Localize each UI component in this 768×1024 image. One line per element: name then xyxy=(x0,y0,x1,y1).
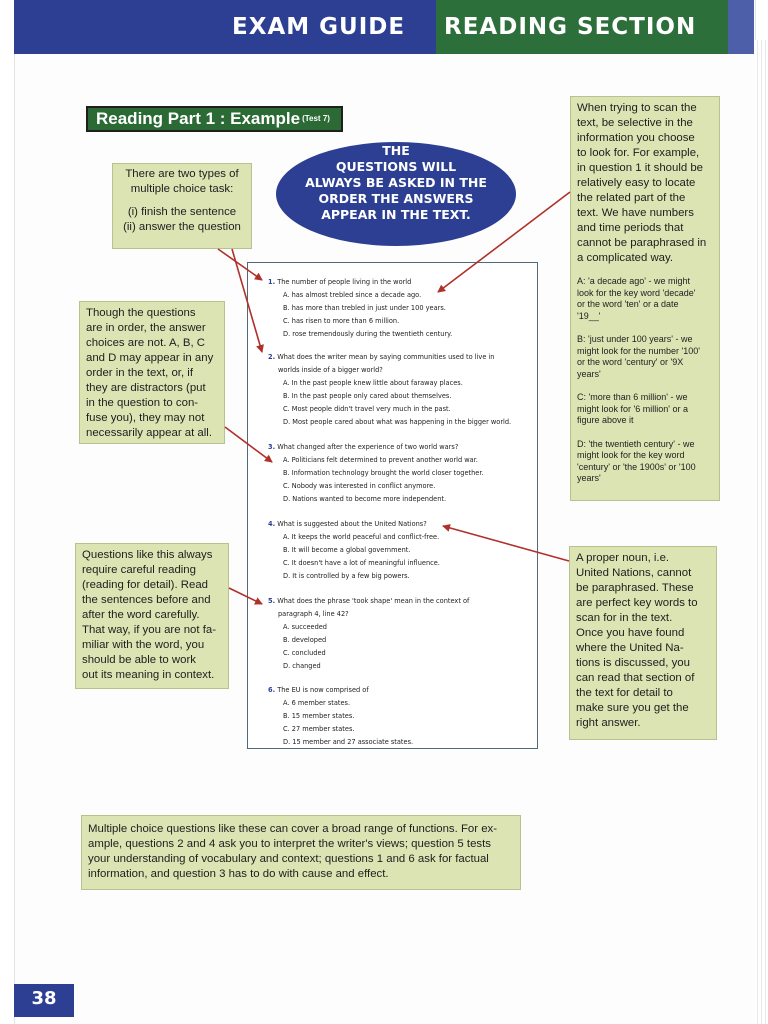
note-line: or the word 'ten' or a date xyxy=(577,299,679,309)
section-title-test: (Test 7) xyxy=(302,114,330,123)
question-stem: paragraph 4, line 42? xyxy=(278,610,349,618)
section-title-label: Reading Part 1 : Example xyxy=(96,109,301,128)
question-stem: What changed after the experience of two world wars? xyxy=(277,443,459,451)
arrow-noun-to-q4 xyxy=(443,526,569,561)
note-line: right answer. xyxy=(576,717,641,729)
arrow-types-to-q2 xyxy=(232,249,262,352)
answer-option: D. Most people cared about what was happening in the bigger world. xyxy=(283,418,512,426)
question-number: 1. xyxy=(268,278,276,286)
oval-line: ALWAYS BE ASKED IN THE xyxy=(305,175,487,190)
note-line: figure above it xyxy=(577,415,634,425)
header-exam-guide: EXAM GUIDE xyxy=(232,14,406,40)
note-line: 'century' or 'the 1900s' or '100 xyxy=(577,461,696,472)
arrow-order-to-q3 xyxy=(225,427,272,462)
note-line: they are distractors (put xyxy=(86,382,206,394)
arrow-careful-to-q5 xyxy=(229,588,262,604)
question-number: 4. xyxy=(268,520,276,528)
note-line: Though the questions xyxy=(86,307,196,319)
note-line: in question 1 it should be xyxy=(577,162,704,174)
answer-option: C. has risen to more than 6 million. xyxy=(283,317,400,325)
note-line: choices are not. A, B, C xyxy=(86,337,206,349)
answer-option: A. It keeps the world peaceful and conflict-free. xyxy=(283,533,440,541)
note-line: A: 'a decade ago' - we might xyxy=(577,276,691,286)
note-line: C: 'more than 6 million' - we xyxy=(577,392,688,402)
question-stem: What does the writer mean by saying communities used to live in xyxy=(277,353,495,361)
answer-option: C. It doesn't have a lot of meaningful influence. xyxy=(283,559,440,567)
answer-option: C. Nobody was interested in conflict anymore. xyxy=(283,482,436,490)
question-number: 2. xyxy=(268,353,276,361)
question-stem: What is suggested about the United Nations? xyxy=(277,520,427,528)
answer-option: C. concluded xyxy=(283,649,326,657)
note-line: tions is discussed, you xyxy=(576,657,690,669)
note-line: be paraphrased. These xyxy=(576,582,694,594)
note-line: '19__' xyxy=(577,310,601,321)
oval-line: ORDER THE ANSWERS xyxy=(318,191,474,206)
question-stem: worlds inside of a bigger world? xyxy=(278,366,383,374)
note-line: order in the text, or, if xyxy=(86,367,193,379)
answer-option: A. Politicians felt determined to prevent another world war. xyxy=(283,456,478,464)
note-line: relatively easy to locate xyxy=(577,177,696,189)
note-line: years' xyxy=(577,368,601,379)
answer-option: D. 15 member and 27 associate states. xyxy=(283,738,414,746)
note-line: United Nations, cannot xyxy=(576,567,692,579)
page-number: 38 xyxy=(14,984,74,1014)
question-number: 3. xyxy=(268,443,276,451)
answer-option: B. developed xyxy=(283,636,327,644)
note-line: information you choose xyxy=(577,132,695,144)
answer-option: B. Information technology brought the world closer together. xyxy=(283,469,484,477)
note-line: in the question to con- xyxy=(86,397,199,409)
answer-option: C. Most people didn't travel very much in the past. xyxy=(283,405,451,413)
answer-option: A. succeeded xyxy=(283,623,327,631)
note-line: information, and question 3 has to do with cause and effect. xyxy=(88,868,389,880)
note-line: make sure you get the xyxy=(576,702,689,714)
note-line: B: 'just under 100 years' - we xyxy=(577,334,693,344)
note-line: should be able to work xyxy=(82,654,196,666)
note-line: D: 'the twentieth century' - we xyxy=(577,438,695,449)
note-line: (reading for detail). Read xyxy=(82,579,208,591)
note-line: miliar with the word, you xyxy=(82,639,205,651)
answer-option: A. In the past people knew little about faraway places. xyxy=(283,379,463,387)
note-line: years' xyxy=(577,473,601,483)
note-line: Once you have found xyxy=(576,627,685,639)
answer-option: B. In the past people only cared about themselves. xyxy=(283,392,452,400)
note-line: the sentences before and xyxy=(82,594,211,606)
answer-option: B. has more than trebled in just under 100 years. xyxy=(283,304,446,312)
note-line: are perfect key words to xyxy=(576,597,698,609)
note-line: or the word 'century' or '9X xyxy=(577,357,684,367)
oval-line: QUESTIONS WILL xyxy=(335,159,457,174)
answer-option: D. changed xyxy=(283,662,321,670)
note-line: fuse you), they may not xyxy=(86,412,205,424)
note-line: might look for '6 million' or a xyxy=(577,403,688,414)
question-stem: What does the phrase 'took shape' mean in the context of xyxy=(277,597,470,605)
note-line: scan for in the text. xyxy=(576,612,673,624)
note-line: That way, if you are not fa- xyxy=(82,624,217,636)
answer-option: D. Nations wanted to become more independent. xyxy=(283,495,447,503)
answer-option: A. has almost trebled since a decade ago. xyxy=(283,291,422,299)
note-line: text. We have numbers xyxy=(577,207,694,219)
note-line: A proper noun, i.e. xyxy=(576,552,670,564)
note-line: might look for the number '100' xyxy=(577,345,701,356)
note-line: text, be selective in the xyxy=(577,117,693,129)
note-line: your understanding of vocabulary and context; questions 1 and 6 ask for factual xyxy=(88,853,489,865)
question-stem: The number of people living in the world xyxy=(277,278,412,286)
oval-line: APPEAR IN THE TEXT. xyxy=(321,207,471,222)
note-line: Multiple choice questions like these can cover a broad range of functions. For ex- xyxy=(88,823,498,835)
note-line: ample, questions 2 and 4 ask you to interpret the writer's views; question 5 tests xyxy=(88,838,491,850)
note-line: and time periods that xyxy=(577,222,684,234)
note-line: a complicated way. xyxy=(577,252,674,264)
note-line: are in order, the answer xyxy=(86,322,206,334)
question-number: 6. xyxy=(268,686,276,694)
note-line: and D may appear in any xyxy=(86,352,214,364)
note-line: necessarily appear at all. xyxy=(86,427,212,439)
note-line: (i) finish the sentence xyxy=(127,206,237,218)
arrow-scan-to-q1 xyxy=(438,192,570,292)
note-line: the text for detail to xyxy=(576,687,673,699)
note-line: the related part of the xyxy=(577,192,686,204)
note-line: (ii) answer the question xyxy=(123,221,241,233)
oval-line: THE xyxy=(382,143,410,158)
note-line: out its meaning in context. xyxy=(82,669,215,681)
note-line: multiple choice task: xyxy=(130,183,234,195)
answer-option: D. rose tremendously during the twentieth century. xyxy=(283,330,453,338)
note-line: Questions like this always xyxy=(82,549,213,561)
note-line: where the United Na- xyxy=(576,642,684,654)
question-number: 5. xyxy=(268,597,276,605)
answer-option: C. 27 member states. xyxy=(283,725,355,733)
note-line: might look for the key word xyxy=(577,450,685,460)
question-stem: The EU is now comprised of xyxy=(277,686,369,694)
note-line: look for the key word 'decade' xyxy=(577,287,696,298)
note-line: after the word carefully. xyxy=(82,609,200,621)
note-line: require careful reading xyxy=(82,564,196,576)
note-line: When trying to scan the xyxy=(577,102,697,114)
answer-option: B. 15 member states. xyxy=(283,712,355,720)
note-line: cannot be paraphrased in xyxy=(577,237,707,249)
note-line: to look for. For example, xyxy=(577,147,700,159)
note-line: There are two types of xyxy=(125,168,239,180)
answer-option: D. It is controlled by a few big powers. xyxy=(283,572,410,580)
note-line: can read that section of xyxy=(576,672,695,684)
page-number-rule xyxy=(14,1014,74,1017)
answer-option: B. It will become a global government. xyxy=(283,546,411,554)
answer-option: A. 6 member states. xyxy=(283,699,351,707)
header-reading-section: READING SECTION xyxy=(444,14,697,40)
